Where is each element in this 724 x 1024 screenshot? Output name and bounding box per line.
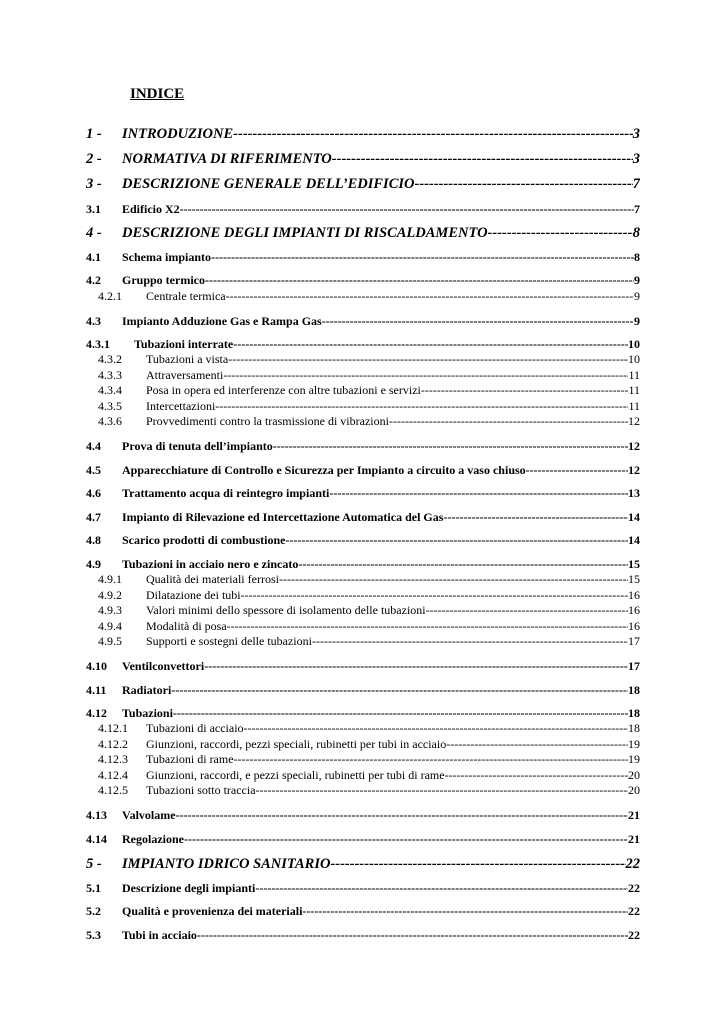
toc-entry-page: 19: [628, 752, 640, 766]
toc-entry-title: Radiatori: [122, 683, 172, 697]
toc-entry-page: 9: [634, 314, 640, 328]
toc-dot-leader: [234, 752, 628, 767]
toc-dot-leader: [226, 289, 634, 304]
toc-entry-number: 4.3.6: [98, 414, 122, 428]
toc-entry-number: 4.2.1: [98, 289, 122, 303]
toc-entry-title: Valvolame: [122, 808, 176, 822]
toc-entry-page: 18: [628, 721, 640, 735]
toc-entry-title: Centrale termica: [146, 289, 226, 303]
toc-dot-leader: [332, 151, 633, 168]
toc-entry[interactable]: [86, 273, 640, 288]
toc-entry-title: Tubazioni sotto traccia: [146, 783, 256, 797]
toc-entry-title: Attraversamenti: [146, 368, 224, 382]
toc-entry-page: 17: [628, 659, 640, 673]
toc-entry-number: 4.12.2: [98, 737, 128, 751]
toc-entry-number: 4.14: [86, 832, 107, 846]
toc-dot-leader: [329, 486, 628, 501]
toc-entry[interactable]: [86, 881, 640, 896]
toc-dot-leader: [446, 737, 628, 752]
toc-dot-leader: [389, 414, 628, 429]
toc-dot-leader: [302, 904, 628, 919]
toc-entry-number: 4.3.2: [98, 352, 122, 366]
toc-entry-page: 15: [628, 557, 640, 571]
toc-entry-title: Tubi in acciaio: [122, 928, 197, 942]
toc-entry-number: 5.2: [86, 904, 101, 918]
toc-entry[interactable]: [86, 557, 640, 572]
toc-entry-page: 14: [628, 533, 640, 547]
toc-dot-leader: [176, 808, 628, 823]
toc-dot-leader: [488, 225, 633, 242]
toc-dot-leader: [205, 273, 634, 288]
toc-entry[interactable]: [86, 202, 640, 217]
toc-entry[interactable]: [86, 533, 640, 548]
toc-entry-page: 21: [628, 832, 640, 846]
toc-entry-number: 3 -: [86, 176, 102, 192]
toc-entry-title: Qualità dei materiali ferrosi: [146, 572, 279, 586]
toc-entry-title: Impianto Adduzione Gas e Rampa Gas: [122, 314, 322, 328]
toc-entry-page: 16: [628, 588, 640, 602]
toc-dot-leader: [322, 314, 634, 329]
toc-entry[interactable]: [86, 572, 640, 587]
toc-entry-title: Apparecchiature di Controllo e Sicurezza per Impianto a circuito a vaso chiuso: [122, 463, 526, 477]
toc-entry-page: 9: [634, 289, 640, 303]
toc-entry-page: 9: [634, 273, 640, 287]
toc-dot-leader: [255, 881, 628, 896]
toc-entry[interactable]: [86, 808, 640, 823]
toc-entry-number: 4.3.4: [98, 383, 122, 397]
toc-entry[interactable]: [86, 928, 640, 943]
toc-entry-title: Provvedimenti contro la trasmissione di vibrazioni: [146, 414, 389, 428]
toc-entry-number: 5.3: [86, 928, 101, 942]
toc-entry-title: Prova di tenuta dell’impianto: [122, 439, 273, 453]
toc-entry-title: Ventilconvettori: [122, 659, 205, 673]
toc-dot-leader: [285, 533, 628, 548]
toc-entry-title: Tubazioni di acciaio: [146, 721, 244, 735]
toc-entry-title: Schema impianto: [122, 250, 212, 264]
toc-entry-page: 22: [625, 856, 640, 872]
toc-dot-leader: [228, 352, 628, 367]
toc-entry-page: 17: [628, 634, 640, 648]
toc-entry[interactable]: [86, 832, 640, 847]
toc-entry-number: 4.3.5: [98, 399, 122, 413]
toc-entry-number: 4.3: [86, 314, 101, 328]
toc-entry[interactable]: [86, 289, 640, 304]
toc-entry[interactable]: [86, 603, 640, 618]
toc-entry-title: Gruppo termico: [122, 273, 205, 287]
toc-dot-leader: [184, 832, 628, 847]
toc-entry-page: 11: [628, 368, 640, 382]
toc-entry-number: 4.10: [86, 659, 107, 673]
toc-entry-page: 20: [628, 768, 640, 782]
toc-entry-number: 4.9.1: [98, 572, 122, 586]
toc-entry-page: 8: [634, 250, 640, 264]
toc-entry[interactable]: [86, 768, 640, 783]
toc-dot-leader: [273, 439, 628, 454]
toc-entry[interactable]: [86, 383, 640, 398]
toc-entry-page: 21: [628, 808, 640, 822]
toc-entry[interactable]: [86, 659, 640, 674]
toc-entry-number: 4.9: [86, 557, 101, 571]
toc-entry-page: 8: [632, 225, 640, 241]
toc-entry-number: 4.12: [86, 706, 107, 720]
toc-entry[interactable]: [86, 414, 640, 429]
toc-entry-page: 18: [628, 683, 640, 697]
toc-entry-page: 22: [628, 881, 640, 895]
toc-entry-number: 4.5: [86, 463, 101, 477]
toc-entry-page: 10: [628, 337, 640, 351]
toc-entry[interactable]: [86, 250, 640, 265]
toc-dot-leader: [256, 783, 628, 798]
toc-entry-page: 10: [628, 352, 640, 366]
toc-entry-title: Trattamento acqua di reintegro impianti: [122, 486, 330, 500]
toc-entry-page: 7: [634, 202, 640, 216]
toc-entry[interactable]: [86, 721, 640, 736]
toc-entry-number: 4.9.2: [98, 588, 122, 602]
toc-entry-number: 4.1: [86, 250, 101, 264]
toc-entry-page: 22: [628, 904, 640, 918]
toc-entry-title: IMPIANTO IDRICO SANITARIO: [122, 856, 331, 872]
toc-entry[interactable]: [86, 856, 640, 873]
toc-entry-number: 4.2: [86, 273, 101, 287]
toc-entry-number: 4.12.4: [98, 768, 128, 782]
toc-entry-number: 4.4: [86, 439, 101, 453]
toc-entry-title: Edificio X2: [122, 202, 180, 216]
toc-entry-number: 3.1: [86, 202, 101, 216]
toc-entry[interactable]: [86, 352, 640, 367]
toc-entry-title: Tubazioni a vista: [146, 352, 229, 366]
toc-dot-leader: [171, 683, 628, 698]
toc-entry-page: 3: [632, 151, 640, 167]
toc-entry-number: 4.3.1: [86, 337, 110, 351]
toc-entry[interactable]: [86, 126, 640, 143]
toc-entry-number: 1 -: [86, 126, 102, 142]
toc-entry[interactable]: [86, 634, 640, 649]
toc-entry-page: 19: [628, 737, 640, 751]
toc-dot-leader: [233, 337, 628, 352]
toc-entry-page: 13: [628, 486, 640, 500]
toc-entry-title: Tubazioni di rame: [146, 752, 234, 766]
toc-entry-title: Giunzioni, raccordi, pezzi speciali, rubinetti per tubi in acciaio: [146, 737, 447, 751]
toc-dot-leader: [211, 250, 634, 265]
toc-entry-number: 5 -: [86, 856, 102, 872]
toc-entry[interactable]: [86, 439, 640, 454]
toc-entry[interactable]: [86, 486, 640, 501]
toc-entry-title: Intercettazioni: [146, 399, 216, 413]
toc-dot-leader: [421, 383, 629, 398]
toc-entry-page: 12: [628, 439, 640, 453]
toc-dot-leader: [227, 619, 628, 634]
toc-dot-leader: [445, 768, 628, 783]
toc-entry[interactable]: [86, 683, 640, 698]
toc-dot-leader: [279, 572, 628, 587]
toc-entry-page: 12: [628, 414, 640, 428]
toc-entry-number: 4.9.4: [98, 619, 122, 633]
toc-dot-leader: [233, 126, 633, 143]
toc-entry-title: Tubazioni in acciaio nero e zincato: [122, 557, 299, 571]
toc-entry-number: 2 -: [86, 151, 102, 167]
toc-dot-leader: [298, 557, 628, 572]
toc-entry-page: 11: [628, 399, 640, 413]
toc-entry-title: Regolazione: [122, 832, 184, 846]
toc-entry-page: 7: [632, 176, 640, 192]
toc-entry-number: 4.12.1: [98, 721, 128, 735]
toc-entry-number: 4.12.5: [98, 783, 128, 797]
toc-dot-leader: [244, 721, 628, 736]
toc-entry-title: Impianto di Rilevazione ed Intercettazione Automatica del Gas: [122, 510, 444, 524]
toc-entry-number: 4 -: [86, 225, 102, 241]
toc-entry-number: 4.3.3: [98, 368, 122, 382]
toc-entry-number: 4.12.3: [98, 752, 128, 766]
toc-entry-title: DESCRIZIONE DEGLI IMPIANTI DI RISCALDAMENTO: [122, 225, 488, 241]
toc-entry-number: 4.9.5: [98, 634, 122, 648]
toc-entry-title: Descrizione degli impianti: [122, 881, 256, 895]
toc-entry-number: 4.6: [86, 486, 101, 500]
toc-dot-leader: [215, 399, 628, 414]
toc-entry-title: INTRODUZIONE: [122, 126, 234, 142]
toc-entry-page: 3: [632, 126, 640, 142]
toc-entry-title: Modalità di posa: [146, 619, 227, 633]
toc-entry[interactable]: [86, 737, 640, 752]
toc-entry[interactable]: [86, 314, 640, 329]
toc-entry[interactable]: [86, 337, 640, 352]
toc-entry-title: Scarico prodotti di combustione: [122, 533, 286, 547]
toc-entry[interactable]: [86, 619, 640, 634]
toc-entry-page: 18: [628, 706, 640, 720]
toc-entry-number: 4.11: [86, 683, 107, 697]
toc-dot-leader: [173, 706, 628, 721]
toc-entry-page: 15: [628, 572, 640, 586]
toc-entry-number: 4.13: [86, 808, 107, 822]
toc-entry[interactable]: [86, 399, 640, 414]
toc-entry-title: Supporti e sostegni delle tubazioni: [146, 634, 312, 648]
toc-dot-leader: [197, 928, 628, 943]
toc-entry[interactable]: [86, 783, 640, 798]
toc-entry-page: 20: [628, 783, 640, 797]
toc-entry-title: Posa in opera ed interferenze con altre tubazioni e servizi: [146, 383, 421, 397]
toc-entry[interactable]: [86, 151, 640, 168]
toc-entry-number: 4.9.3: [98, 603, 122, 617]
toc-entry-title: Qualità e provenienza dei materiali: [122, 904, 303, 918]
toc-entry[interactable]: [86, 588, 640, 603]
toc-entry-title: Dilatazione dei tubi: [146, 588, 241, 602]
toc-dot-leader: [204, 659, 628, 674]
toc-entry-page: 22: [628, 928, 640, 942]
toc-entry-page: 16: [628, 619, 640, 633]
table-of-contents: [86, 0, 640, 1024]
toc-entry[interactable]: [86, 176, 640, 193]
toc-entry-title: NORMATIVA DI RIFERIMENTO: [122, 151, 332, 167]
toc-dot-leader: [415, 176, 633, 193]
toc-entry[interactable]: [86, 510, 640, 525]
toc-dot-leader: [180, 202, 634, 217]
toc-title: INDICE: [130, 86, 185, 102]
toc-entry-title: Tubazioni: [122, 706, 173, 720]
toc-entry-title: Valori minimi dello spessore di isolamento delle tubazioni: [146, 603, 426, 617]
toc-dot-leader: [443, 510, 628, 525]
toc-entry[interactable]: [86, 463, 640, 478]
toc-entry[interactable]: [86, 706, 640, 721]
toc-dot-leader: [223, 368, 628, 383]
toc-entry[interactable]: [86, 904, 640, 919]
toc-entry-title: Giunzioni, raccordi, e pezzi speciali, rubinetti per tubi di rame: [146, 768, 445, 782]
toc-dot-leader: [241, 588, 628, 603]
toc-entry[interactable]: [86, 225, 640, 242]
toc-entry[interactable]: [86, 368, 640, 383]
toc-entry-number: 4.7: [86, 510, 101, 524]
toc-entry-number: 5.1: [86, 881, 101, 895]
toc-entry-page: 14: [628, 510, 640, 524]
toc-entry-number: 4.8: [86, 533, 101, 547]
toc-entry-page: 16: [628, 603, 640, 617]
toc-dot-leader: [426, 603, 628, 618]
toc-entry-page: 12: [628, 463, 640, 477]
toc-entry-title: DESCRIZIONE GENERALE DELL’EDIFICIO: [122, 176, 415, 192]
toc-dot-leader: [330, 856, 625, 873]
toc-dot-leader: [312, 634, 628, 649]
toc-entry-title: Tubazioni interrate: [134, 337, 234, 351]
toc-dot-leader: [526, 463, 628, 478]
toc-entry-page: 11: [628, 383, 640, 397]
toc-entry[interactable]: [86, 752, 640, 767]
